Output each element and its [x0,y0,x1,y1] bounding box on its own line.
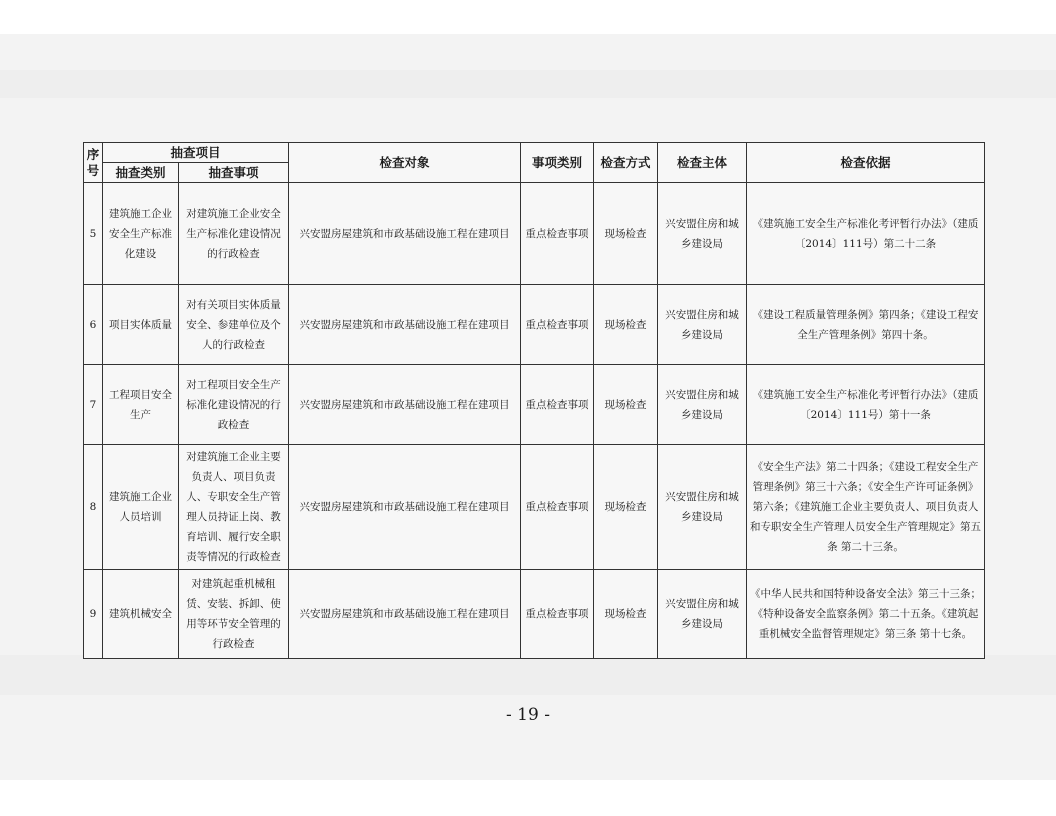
table-row [84,365,985,445]
row-number: 8 [84,445,103,570]
row-category: 建筑施工企业人员培训 [103,445,179,570]
header-object: 检查对象 [289,143,521,183]
row-basis: 《安全生产法》第二十四条；《建设工程安全生产管理条例》第三十六条；《安全生产许可证条例》第六条；《建筑施工企业主要负责人、项目负责人和专职安全生产管理人员安全生产管理规定》第五条 第二十三条。 [747,445,985,570]
inspection-table [83,142,985,659]
scan-noise [0,70,1056,98]
table-row [84,285,985,365]
row-basis: 《建筑施工安全生产标准化考评暂行办法》（建质〔2014〕111号）第二十二条 [747,183,985,285]
row-number: 5 [84,183,103,285]
table-row [84,183,985,285]
header-matter: 抽查事项 [179,163,289,183]
header-seq: 序号 [84,143,103,183]
row-method: 现场检查 [594,285,658,365]
row-matter: 对有关项目实体质量安全、参建单位及个人的行政检查 [179,285,289,365]
scan-noise [0,655,1056,695]
row-number: 7 [84,365,103,445]
row-object: 兴安盟房屋建筑和市政基础设施工程在建项目 [289,445,521,570]
header-method: 检查方式 [594,143,658,183]
row-matter: 对建筑施工企业主要负责人、项目负责人、专职安全生产管理人员持证上岗、教育培训、履行安全职责等情况的行政检查 [179,445,289,570]
header-type: 事项类别 [521,143,594,183]
row-object: 兴安盟房屋建筑和市政基础设施工程在建项目 [289,365,521,445]
row-object: 兴安盟房屋建筑和市政基础设施工程在建项目 [289,285,521,365]
row-matter: 对建筑施工企业安全生产标准化建设情况的行政检查 [179,183,289,285]
row-type: 重点检查事项 [521,445,594,570]
row-object: 兴安盟房屋建筑和市政基础设施工程在建项目 [289,570,521,659]
table-row [84,445,985,570]
row-type: 重点检查事项 [521,285,594,365]
row-subject: 兴安盟住房和城乡建设局 [658,285,747,365]
page-number: - 19 - [506,705,550,725]
row-method: 现场检查 [594,183,658,285]
row-subject: 兴安盟住房和城乡建设局 [658,445,747,570]
row-category: 建筑机械安全 [103,570,179,659]
header-basis: 检查依据 [747,143,985,183]
row-basis: 《建设工程质量管理条例》第四条；《建设工程安全生产管理条例》第四十条。 [747,285,985,365]
row-matter: 对工程项目安全生产标准化建设情况的行政检查 [179,365,289,445]
header-spot-item: 抽查项目 [103,143,289,163]
header-subject: 检查主体 [658,143,747,183]
row-subject: 兴安盟住房和城乡建设局 [658,570,747,659]
row-object: 兴安盟房屋建筑和市政基础设施工程在建项目 [289,183,521,285]
row-basis: 《建筑施工安全生产标准化考评暂行办法》（建质〔2014〕111号）第十一条 [747,365,985,445]
row-type: 重点检查事项 [521,365,594,445]
row-type: 重点检查事项 [521,570,594,659]
row-matter: 对建筑起重机械租赁、安装、拆卸、使用等环节安全管理的行政检查 [179,570,289,659]
header-category: 抽查类别 [103,163,179,183]
row-number: 6 [84,285,103,365]
row-number: 9 [84,570,103,659]
row-method: 现场检查 [594,365,658,445]
row-subject: 兴安盟住房和城乡建设局 [658,183,747,285]
table-row [84,570,985,659]
row-subject: 兴安盟住房和城乡建设局 [658,365,747,445]
row-method: 现场检查 [594,445,658,570]
row-type: 重点检查事项 [521,183,594,285]
row-category: 项目实体质量 [103,285,179,365]
row-basis: 《中华人民共和国特种设备安全法》第三十三条；《特种设备安全监察条例》第二十五条。《建筑起重机械安全监督管理规定》第三条 第十七条。 [747,570,985,659]
row-category: 建筑施工企业安全生产标准化建设 [103,183,179,285]
row-category: 工程项目安全生产 [103,365,179,445]
row-method: 现场检查 [594,570,658,659]
